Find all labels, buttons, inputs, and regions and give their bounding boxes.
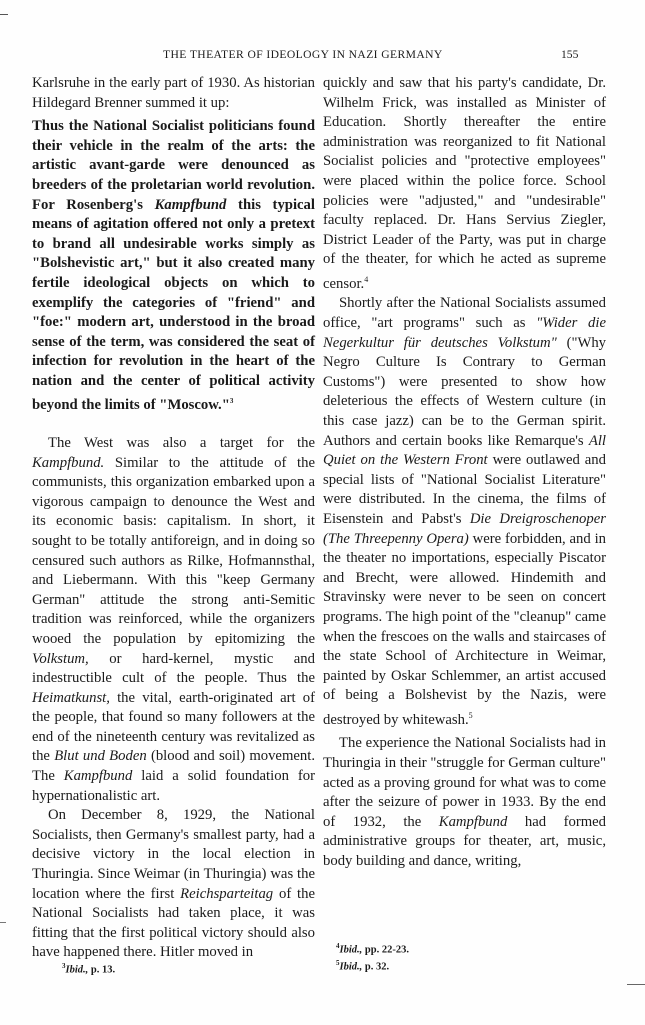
paragraph: On December 8, 1929, the National Socialists, then Germany's smallest party, had a decisive victory in the local election in Thuringia. Since Weimar (in Thuringia) was the location where the first Reichsparteitag of the National Socialists had taken place, it was fitting that the first political victory should also have happened there. Hitler moved in: [32, 807, 316, 961]
paragraph: The West was also a target for the Kampfbund. Similar to the attitude of the communists, this organization embarked upon a vigorous campaign to denounce the West and its economic basis: capitalism. In short, it sought to be totally antiforeign, and in doing so censured such authors as Rilke, Hofmannsthal, and Liebermann. With this "keep Germany German" attitude the strong anti-Semitic tradition was reinforced, while the organizers wooed the population by epitomizing the Volkstum, or hard-kernel, mystic and indestructible cult of the people. Thus the Heimatkunst, the vital, earth-originated art of the people, that found so many followers at the end of the nineteenth century was revitalized as the Blut und Boden (blood and soil) movement. The Kampfbund laid a solid foundation for hypernationalistic art.: [32, 434, 315, 804]
running-header: [0, 48, 645, 66]
italic-term: Blut und Boden: [54, 748, 147, 765]
footnote-marker: 5: [468, 710, 473, 720]
footnote-ref: Ibid.,: [65, 964, 89, 976]
left-column: [32, 74, 315, 963]
italic-term: Die Dreigroschenoper (The Threepenny Opera): [323, 510, 606, 547]
paragraph: Shortly after the National Socialists assumed office, "art programs" such as "Wider die Negerkultur für deutsches Volkstum" ("Why Negro Culture Is Contrary to German Customs") were presented to show how deleterious the effects of Western culture (in this case jazz) can be to the German spirit. Authors and certain books like Remarque's All Quiet on the Western Front were outlawed and special lists of "National Socialist Literature" were distributed. In the cinema, the films of Eisenstein and Pabst's Die Dreigroschenoper (The Threepenny Opera) were forbidden, and in the theater no importations, especially Piscator and Brecht, were allowed. Hindemith and Stravinsky were never to be seen on concert programs. The high point of the "cleanup" came when the frescoes on the walls and staircases of the state School of Architecture in Weimar, painted by Oskar Schlemmer, an artist accused of being a Bolshevist by the Nazis, were destroyed by whitewash.$^5$: [323, 295, 607, 728]
italic-term: Kampfbund: [438, 813, 508, 830]
footnote-page: p. 32.: [362, 961, 390, 972]
block-quote: [32, 117, 315, 415]
footnote-number: 4: [336, 942, 340, 950]
footnotes-right: [336, 940, 409, 973]
footnote: [336, 957, 409, 974]
footnote-marker: 3: [229, 396, 234, 405]
scan-edge-mark: [627, 984, 645, 985]
running-title: THE THEATER OF IDEOLOGY IN NAZI GERMANY: [163, 48, 443, 61]
italic-term: All Quiet on the Western Front: [323, 432, 606, 469]
footnote-ref: Ibid.,: [339, 961, 363, 972]
scan-edge-mark: [0, 922, 6, 923]
footnote-marker: 4: [364, 274, 369, 284]
block-quote-text: Thus the National Socialist politicians found their vehicle in the realm of the arts: the artistic avant-garde were denounced as breeders of the proletarian world revolution. For Rosenberg's Kampfbund this typical means of agitation offered not only a pretext to brand all undesirable works simply as "Bolshevistic art," but it also created many fertile ideological objects on which to exemplify the categories of "friend" and "foe:" modern art, understood in the broad sense of the term, was considered the seat of infection for revolution in the heart of the nation and the center of political activity beyond the limits of "Moscow."$^3$: [32, 118, 315, 413]
italic-term: Heimatkunst,: [32, 689, 110, 706]
scan-edge-mark: [0, 14, 8, 15]
footnote-ref: Ibid.,: [339, 944, 363, 956]
italic-term: Kampfbund: [63, 768, 133, 785]
italic-term: Kampfbund: [154, 196, 227, 213]
footnote: [336, 940, 409, 957]
italic-term: Reichsparteitag: [180, 885, 274, 902]
paragraph: quickly and saw that his party's candidate, Dr. Wilhelm Frick, was installed as Minister of Education. Shortly thereafter the entire administration was reorganized to fit National Socialist policies and "protective employees" were placed within the police force. School policies were "adjusted," and "undesirable" faculty replaced. Dr. Hans Servius Ziegler, District Leader of the Party, was put in charge of the theater, for which he acted as supreme censor.$^4$: [323, 75, 606, 292]
footnote-page: pp. 22-23.: [362, 944, 409, 956]
footnote-number: 5: [336, 958, 340, 967]
page-number: 155: [561, 48, 579, 61]
italic-term: "Wider die Negerkultur für deutsches Volkstum": [323, 315, 606, 351]
paragraph: The experience the National Socialists had in Thuringia in their "struggle for German culture" acted as a proving ground for what was to come after the seizure of power in 1933. By the end of 1932, the Kampfbund had formed administrative groups for theater, art, music, body building and dance, writing,: [323, 735, 607, 869]
footnote-number: 3: [62, 962, 66, 970]
footnote-page: p. 13.: [88, 964, 116, 976]
italic-term: Volkstum,: [32, 650, 89, 667]
italic-term: Kampfbund.: [32, 454, 105, 471]
paragraph: Karlsruhe in the early part of 1930. As historian Hildegard Brenner summed it up:: [32, 75, 315, 111]
footnote-left: [62, 962, 115, 976]
right-column: [323, 74, 606, 872]
